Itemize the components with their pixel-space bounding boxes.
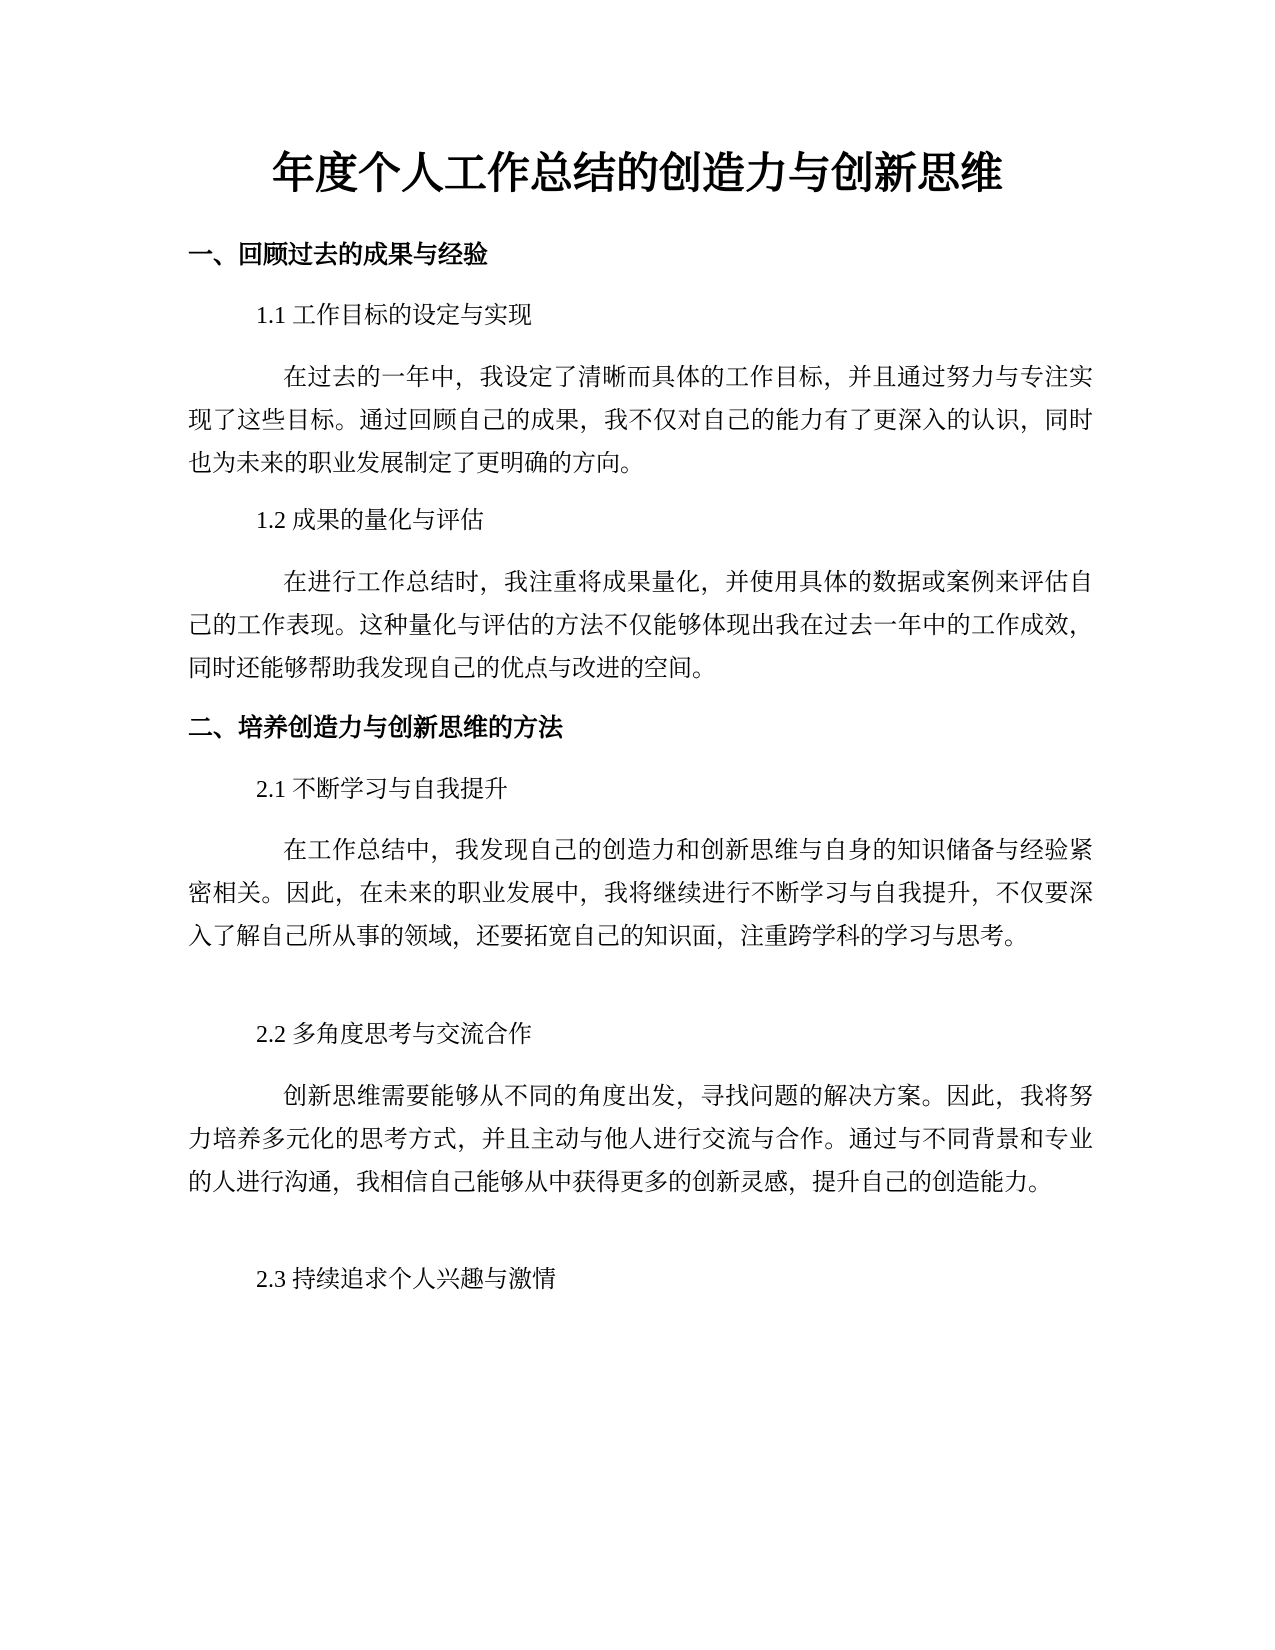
subsection-heading-1-2: 1.2 成果的量化与评估 (256, 508, 484, 534)
subsection-heading-2-2: 2.2 多角度思考与交流合作 (256, 1022, 532, 1048)
paragraph-1-1: 在过去的一年中，我设定了清晰而具体的工作目标，并且通过努力与专注实现了这些目标。通过回顾自己的成果，我不仅对自己的能力有了更深入的认识，同时也为未来的职业发展制定了更明确的方向。 (188, 365, 1093, 477)
subsection-heading-1-1: 1.1 工作目标的设定与实现 (256, 303, 532, 329)
paragraph-1-2: 在进行工作总结时，我注重将成果量化，并使用具体的数据或案例来评估自己的工作表现。这种量化与评估的方法不仅能够体现出我在过去一年中的工作成效，同时还能够帮助我发现自己的优点与改进的空间。 (188, 570, 1093, 682)
subsection-heading-2-3: 2.3 持续追求个人兴趣与激情 (256, 1267, 556, 1293)
section-heading-1: 一、回顾过去的成果与经验 (188, 240, 489, 269)
section-heading-2: 二、培养创造力与创新思维的方法 (188, 713, 564, 742)
subsection-heading-2-1: 2.1 不断学习与自我提升 (256, 777, 508, 803)
paragraph-2-1: 在工作总结中，我发现自己的创造力和创新思维与自身的知识储备与经验紧密相关。因此，在未来的职业发展中，我将继续进行不断学习与自我提升，不仅要深入了解自己所从事的领域，还要拓宽自己的知识面，注重跨学科的学习与思考。 (188, 838, 1093, 950)
paragraph-2-2: 创新思维需要能够从不同的角度出发，寻找问题的解决方案。因此，我将努力培养多元化的思考方式，并且主动与他人进行交流与合作。通过与不同背景和专业的人进行沟通，我相信自己能够从中获得更多的创新灵感，提升自己的创造能力。 (188, 1084, 1093, 1196)
document-title: 年度个人工作总结的创造力与创新思维 (272, 149, 1003, 199)
